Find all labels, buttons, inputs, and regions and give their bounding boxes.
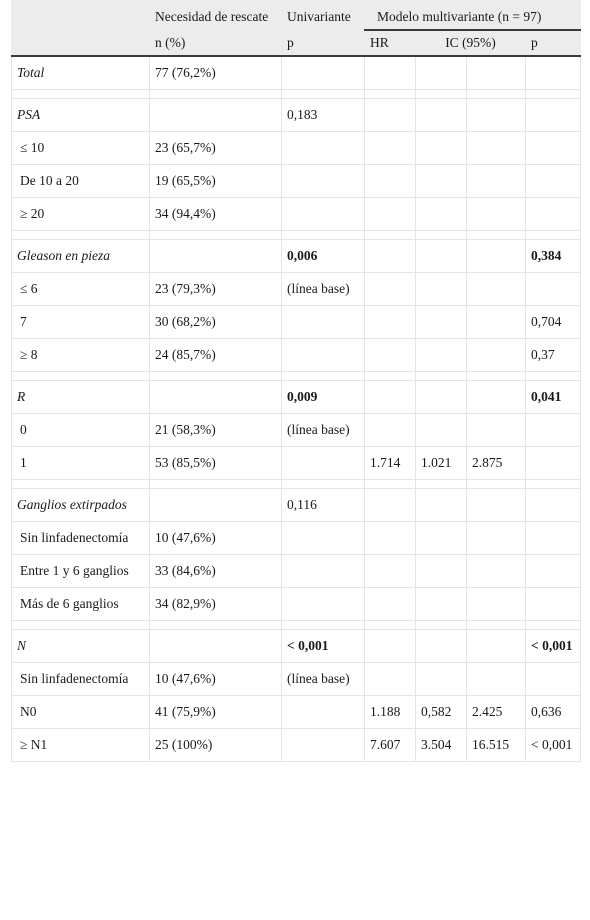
row-label: 1 <box>12 447 150 480</box>
row-label: De 10 a 20 <box>12 165 150 198</box>
cell-n: 77 (76,2%) <box>150 56 282 90</box>
table-row <box>12 273 581 306</box>
row-label: 7 <box>12 306 150 339</box>
cell-n: 30 (68,2%) <box>150 306 282 339</box>
cell-n: 23 (65,7%) <box>150 132 282 165</box>
cell-p-multi: 0,384 <box>526 240 581 273</box>
row-label: ≤ 10 <box>12 132 150 165</box>
cell-p-multi: 0,704 <box>526 306 581 339</box>
table-row <box>12 630 581 663</box>
cell-p: (línea base) <box>282 273 365 306</box>
row-label: PSA <box>12 99 150 132</box>
cell-n: 34 (94,4%) <box>150 198 282 231</box>
table-row <box>12 306 581 339</box>
row-label: Total <box>12 56 150 90</box>
cell-p: (línea base) <box>282 663 365 696</box>
row-label: ≥ N1 <box>12 729 150 762</box>
cell-n: 24 (85,7%) <box>150 339 282 372</box>
header-necesidad: Necesidad de rescate <box>150 1 282 31</box>
cell-p: 0,006 <box>282 240 365 273</box>
cell-ic-low: 1.021 <box>416 447 467 480</box>
row-label: 0 <box>12 414 150 447</box>
row-label: ≥ 8 <box>12 339 150 372</box>
cell-p-multi: < 0,001 <box>526 630 581 663</box>
header-ic: IC (95%) <box>416 30 526 56</box>
table-row <box>12 447 581 480</box>
table-row <box>12 588 581 621</box>
cell-ic-low: 3.504 <box>416 729 467 762</box>
cell-hr: 1.714 <box>365 447 416 480</box>
cell-n: 23 (79,3%) <box>150 273 282 306</box>
cell-n: 33 (84,6%) <box>150 555 282 588</box>
cell-p: 0,183 <box>282 99 365 132</box>
table-row <box>12 696 581 729</box>
header-multivariante: Modelo multivariante (n = 97) <box>365 1 581 31</box>
cell-p: < 0,001 <box>282 630 365 663</box>
row-label: R <box>12 381 150 414</box>
row-label: ≥ 20 <box>12 198 150 231</box>
cell-ic-high: 2.875 <box>467 447 526 480</box>
cell-p: 0,116 <box>282 489 365 522</box>
header-p-multi: p <box>526 30 581 56</box>
row-label: Gleason en pieza <box>12 240 150 273</box>
cell-n: 41 (75,9%) <box>150 696 282 729</box>
header-empty <box>12 1 150 31</box>
cell-ic-high: 16.515 <box>467 729 526 762</box>
row-label: Sin linfadenectomía <box>12 522 150 555</box>
cell-p-multi: 0,636 <box>526 696 581 729</box>
results-table <box>11 0 581 762</box>
header-hr: HR <box>365 30 416 56</box>
table-row <box>12 729 581 762</box>
cell-p: 0,009 <box>282 381 365 414</box>
table-row <box>12 198 581 231</box>
table-row <box>12 555 581 588</box>
row-label: Ganglios extirpados <box>12 489 150 522</box>
header-n-pct: n (%) <box>150 30 282 56</box>
table-row <box>12 339 581 372</box>
table-row <box>12 381 581 414</box>
row-label: N0 <box>12 696 150 729</box>
table-row <box>12 56 581 90</box>
cell-p-multi: < 0,001 <box>526 729 581 762</box>
cell-n: 53 (85,5%) <box>150 447 282 480</box>
cell-hr: 1.188 <box>365 696 416 729</box>
header-empty-2 <box>12 30 150 56</box>
header-univariante: Univariante <box>282 1 365 31</box>
cell-ic-high: 2.425 <box>467 696 526 729</box>
header-p-uni: p <box>282 30 365 56</box>
cell-n: 10 (47,6%) <box>150 663 282 696</box>
table-row <box>12 663 581 696</box>
cell-hr: 7.607 <box>365 729 416 762</box>
row-label: N <box>12 630 150 663</box>
cell-p-multi: 0,041 <box>526 381 581 414</box>
cell-n: 34 (82,9%) <box>150 588 282 621</box>
table-row <box>12 165 581 198</box>
cell-p-multi: 0,37 <box>526 339 581 372</box>
table-row <box>12 132 581 165</box>
table-row <box>12 414 581 447</box>
row-label: ≤ 6 <box>12 273 150 306</box>
cell-n: 19 (65,5%) <box>150 165 282 198</box>
cell-ic-low: 0,582 <box>416 696 467 729</box>
cell-n: 10 (47,6%) <box>150 522 282 555</box>
table-row <box>12 99 581 132</box>
row-label: Sin linfadenectomía <box>12 663 150 696</box>
table-row <box>12 489 581 522</box>
table-row <box>12 240 581 273</box>
cell-n: 25 (100%) <box>150 729 282 762</box>
cell-p: (línea base) <box>282 414 365 447</box>
cell-n: 21 (58,3%) <box>150 414 282 447</box>
row-label: Más de 6 ganglios <box>12 588 150 621</box>
table-row <box>12 522 581 555</box>
row-label: Entre 1 y 6 ganglios <box>12 555 150 588</box>
